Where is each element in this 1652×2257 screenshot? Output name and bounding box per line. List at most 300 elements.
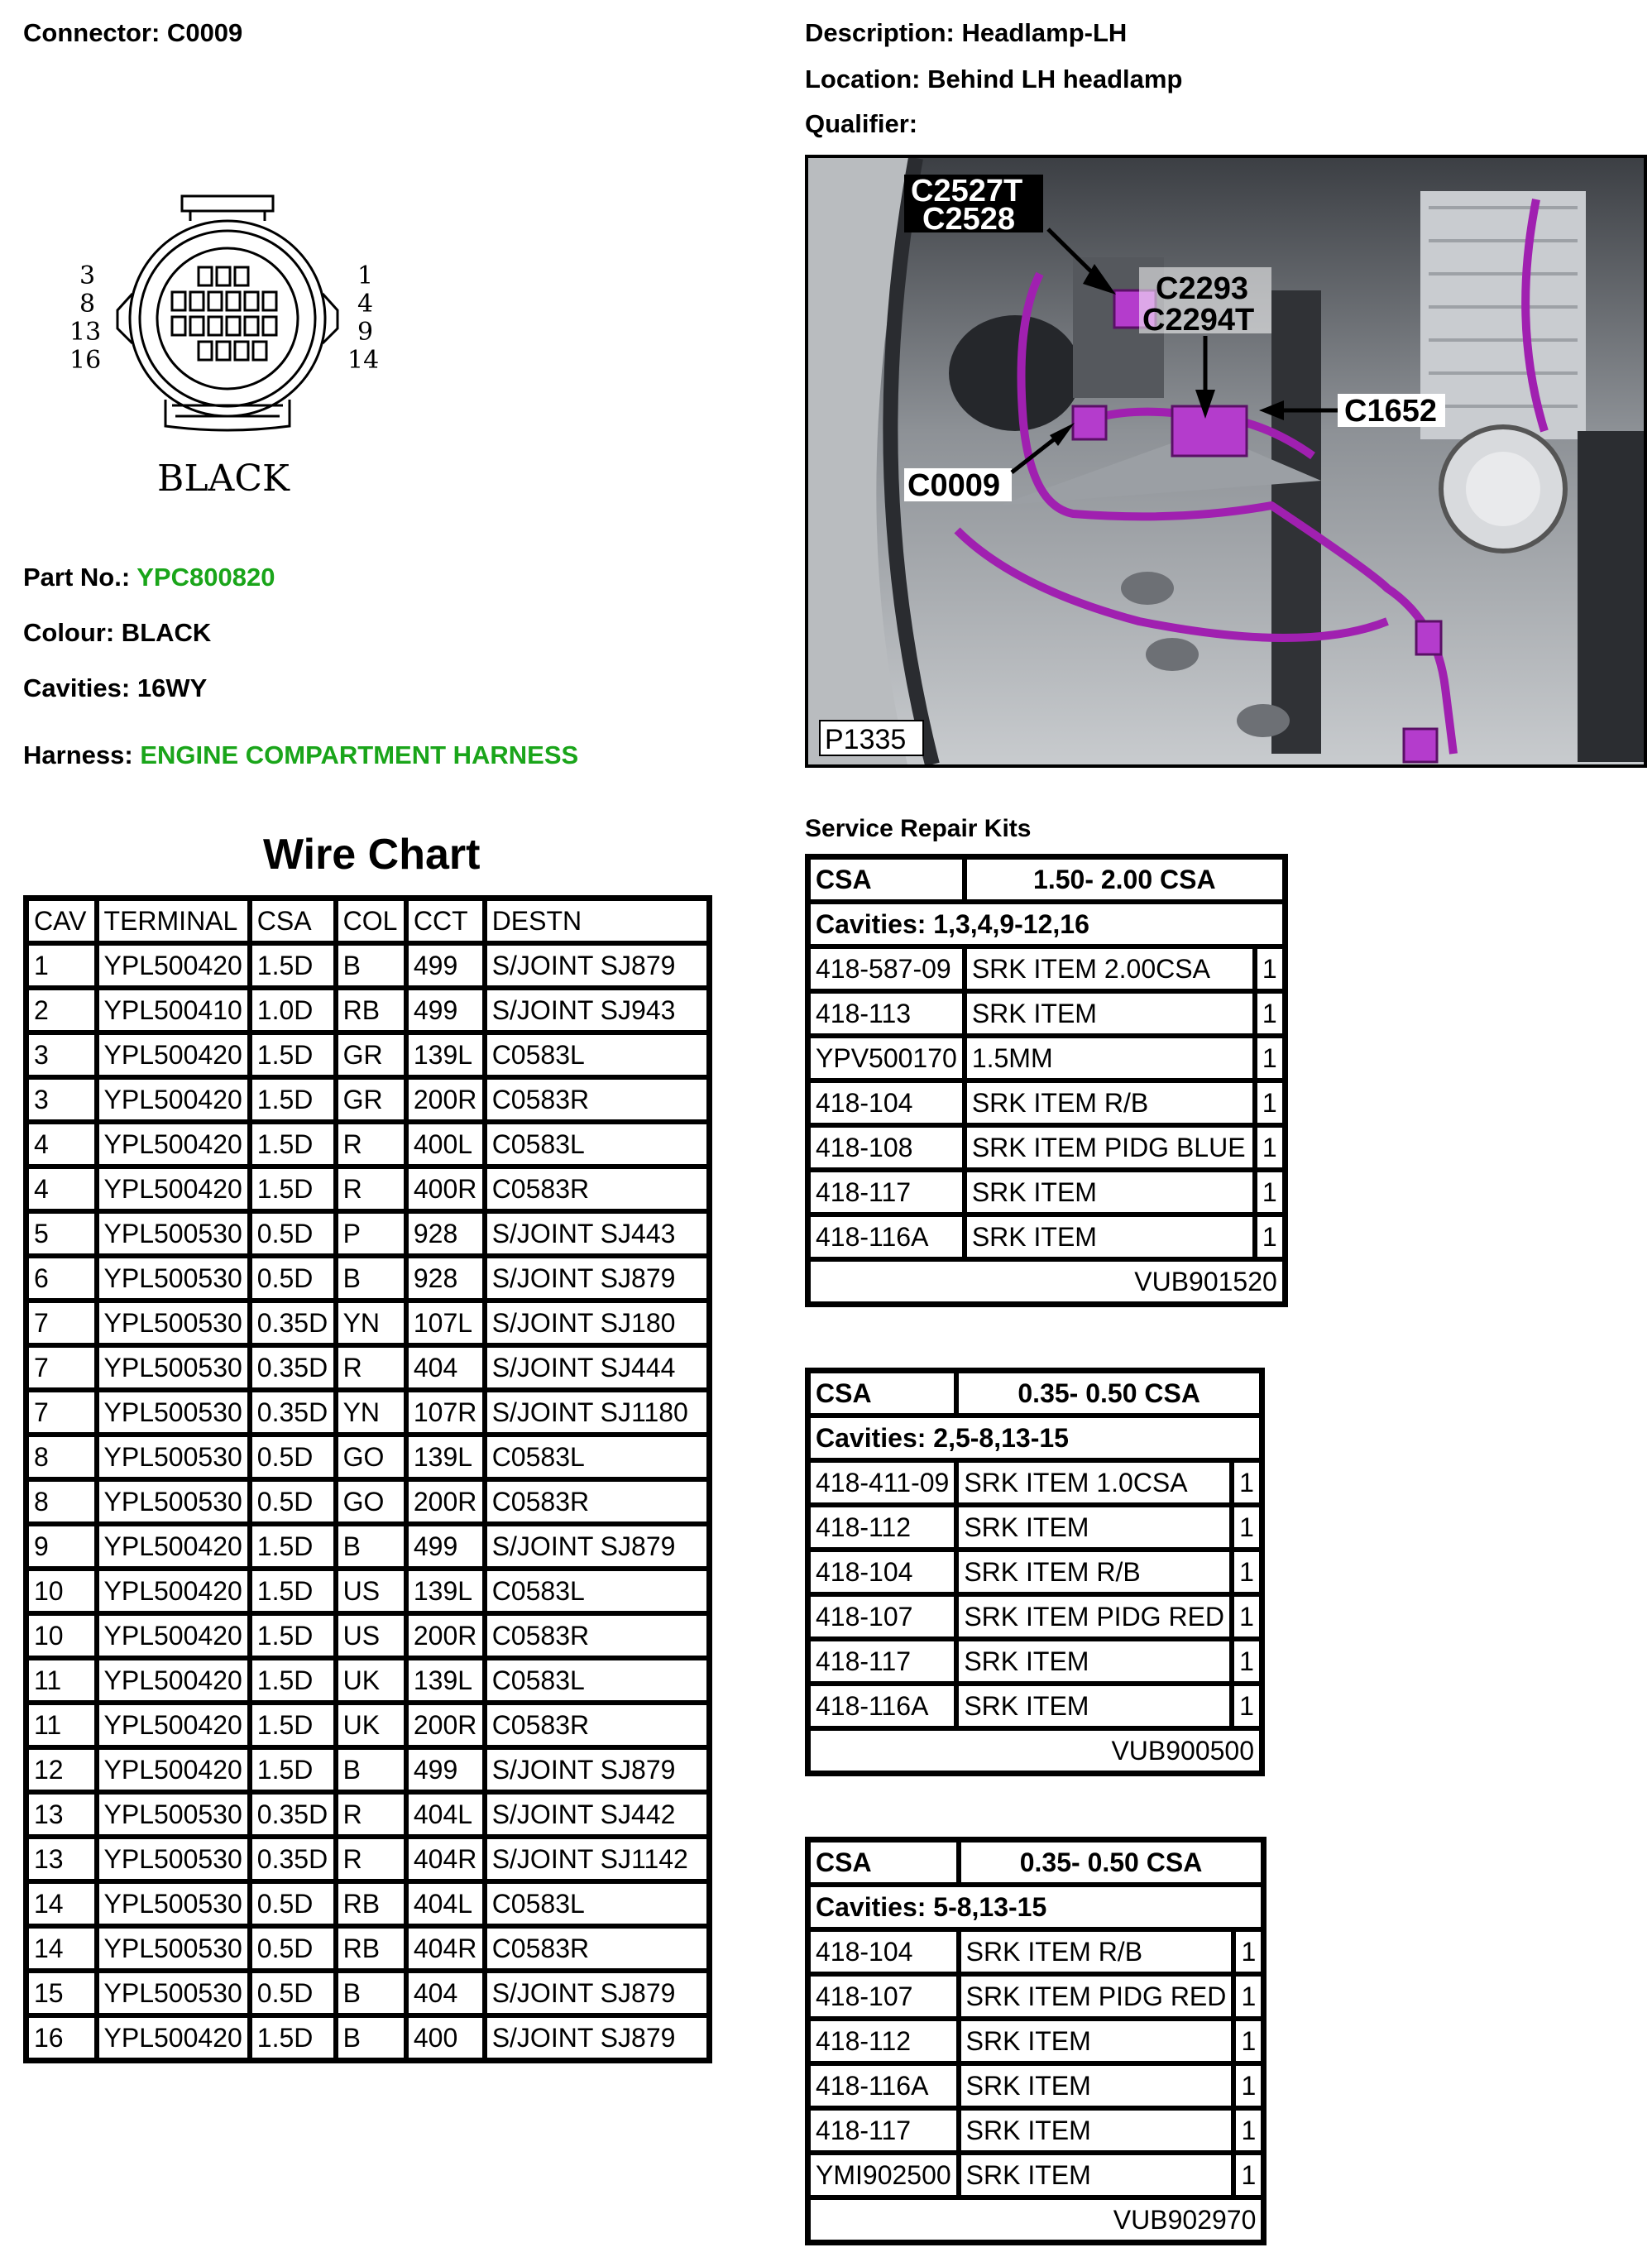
kit-item-desc: SRK ITEM: [959, 2019, 1234, 2063]
cell-destn: S/JOINT SJ879: [485, 1524, 709, 1569]
kit-item-part: 418-107: [808, 1974, 959, 2019]
cell-cct: 499: [406, 943, 485, 988]
cell-terminal: YPL500530: [97, 1211, 250, 1256]
kit-item-qty: 1: [1233, 1929, 1263, 1974]
kit-item-desc: SRK ITEM 1.0CSA: [956, 1460, 1232, 1505]
table-row: [26, 1301, 709, 1345]
cell-cav: 14: [26, 1881, 97, 1926]
kit-item-desc: SRK ITEM: [959, 2063, 1234, 2108]
cell-cct: 107L: [406, 1301, 485, 1345]
col-header-destn: DESTN: [485, 898, 709, 943]
kit-item-desc: SRK ITEM: [965, 1215, 1255, 1259]
cell-terminal: YPL500420: [97, 1077, 250, 1122]
cell-csa: 1.5D: [250, 1033, 336, 1077]
kit-item-row: [808, 1974, 1263, 2019]
cell-destn: S/JOINT SJ1142: [485, 1837, 709, 1881]
cell-cct: 107R: [406, 1390, 485, 1435]
cell-terminal: YPL500420: [97, 2015, 250, 2060]
location-photo: [805, 155, 1647, 768]
cell-terminal: YPL500420: [97, 1703, 250, 1747]
connector-label: Connector: C0009: [23, 18, 243, 47]
cell-destn: C0583R: [485, 1703, 709, 1747]
table-row: [26, 943, 709, 988]
cell-cct: 139L: [406, 1435, 485, 1479]
cell-destn: S/JOINT SJ443: [485, 1211, 709, 1256]
kit-item-row: [808, 1460, 1262, 1505]
kit-item-qty: 1: [1255, 1215, 1285, 1259]
cell-terminal: YPL500420: [97, 1613, 250, 1658]
kit-item-desc: SRK ITEM R/B: [965, 1081, 1255, 1125]
kit-item-row: [808, 2063, 1263, 2108]
cell-terminal: YPL500420: [97, 1033, 250, 1077]
cell-csa: 0.5D: [250, 1881, 336, 1926]
cell-col: UK: [336, 1703, 406, 1747]
cell-terminal: YPL500530: [97, 1390, 250, 1435]
table-row: [26, 1256, 709, 1301]
cell-terminal: YPL500530: [97, 1837, 250, 1881]
kit-code: VUB902970: [808, 2197, 1263, 2242]
cell-cav: 4: [26, 1122, 97, 1167]
cell-cav: 10: [26, 1613, 97, 1658]
kit-item-desc: SRK ITEM R/B: [959, 1929, 1234, 1974]
cell-destn: C0583R: [485, 1926, 709, 1971]
callout-c1652: C1652: [1344, 394, 1437, 429]
kit-item-part: 418-587-09: [808, 946, 965, 991]
table-row: [26, 1926, 709, 1971]
table-row: [26, 988, 709, 1033]
kit-item-row: [808, 2108, 1263, 2153]
kit-cavities: Cavities: 5-8,13-15: [808, 1885, 1263, 1929]
cell-cav: 4: [26, 1167, 97, 1211]
cell-terminal: YPL500530: [97, 1926, 250, 1971]
cell-csa: 0.35D: [250, 1390, 336, 1435]
kit-code: VUB901520: [808, 1259, 1285, 1304]
kit-cavities: Cavities: 1,3,4,9-12,16: [808, 902, 1285, 946]
kit-code-row: [808, 1728, 1262, 1773]
cell-col: R: [336, 1167, 406, 1211]
cell-cav: 3: [26, 1033, 97, 1077]
kit-item-part: 418-117: [808, 1639, 956, 1684]
cell-cav: 15: [26, 1971, 97, 2015]
harness-label: Harness:: [23, 740, 133, 769]
table-row: [26, 1167, 709, 1211]
table-row: [26, 1122, 709, 1167]
kit-item-desc: SRK ITEM 2.00CSA: [965, 946, 1255, 991]
kit-item-part: 418-107: [808, 1594, 956, 1639]
kit-item-row: [808, 1170, 1285, 1215]
cell-cav: 6: [26, 1256, 97, 1301]
kit-code-row: [808, 2197, 1263, 2242]
table-row: [26, 1703, 709, 1747]
cell-destn: S/JOINT SJ444: [485, 1345, 709, 1390]
kit-item-desc: SRK ITEM PIDG RED: [959, 1974, 1234, 2019]
cell-cav: 3: [26, 1077, 97, 1122]
cell-csa: 0.5D: [250, 1256, 336, 1301]
kit-item-desc: SRK ITEM: [956, 1639, 1232, 1684]
cell-col: US: [336, 1613, 406, 1658]
table-row: [26, 1658, 709, 1703]
table-row: [26, 1747, 709, 1792]
cell-cav: 13: [26, 1792, 97, 1837]
cell-csa: 0.35D: [250, 1837, 336, 1881]
cell-csa: 0.35D: [250, 1792, 336, 1837]
cell-cav: 7: [26, 1390, 97, 1435]
pin-label-1: 1: [357, 261, 374, 290]
cell-cct: 404L: [406, 1792, 485, 1837]
cell-cct: 499: [406, 1524, 485, 1569]
kit-item-row: [808, 1081, 1285, 1125]
pin-label-3: 3: [79, 261, 96, 290]
callout-c2293: C2293: [1156, 271, 1248, 306]
cell-cct: 499: [406, 1747, 485, 1792]
cell-col: B: [336, 1256, 406, 1301]
cell-destn: S/JOINT SJ879: [485, 1747, 709, 1792]
kit-item-row: [808, 2153, 1263, 2197]
cell-destn: C0583R: [485, 1479, 709, 1524]
cell-cct: 139L: [406, 1658, 485, 1703]
cell-terminal: YPL500420: [97, 1122, 250, 1167]
cell-csa: 1.5D: [250, 943, 336, 988]
cell-cct: 400R: [406, 1167, 485, 1211]
table-row: [26, 1971, 709, 2015]
pin-label-9: 9: [357, 318, 374, 347]
kit-item-qty: 1: [1255, 1036, 1285, 1081]
wire-chart-table: [23, 895, 712, 2063]
cell-destn: S/JOINT SJ879: [485, 943, 709, 988]
cell-terminal: YPL500530: [97, 1345, 250, 1390]
cavities-label: Cavities: 16WY: [23, 673, 208, 702]
connector-face-diagram: [66, 186, 397, 509]
kit-item-desc: 1.5MM: [965, 1036, 1255, 1081]
cell-cav: 14: [26, 1926, 97, 1971]
kit-item-qty: 1: [1232, 1460, 1262, 1505]
description-label: Description: Headlamp-LH: [805, 18, 1128, 47]
cell-cct: 404L: [406, 1881, 485, 1926]
pin-label-8: 8: [79, 290, 96, 319]
cell-col: US: [336, 1569, 406, 1613]
service-kit-table: [805, 854, 1288, 1307]
kit-item-desc: SRK ITEM: [965, 1170, 1255, 1215]
col-header-terminal: TERMINAL: [97, 898, 250, 943]
colour-label: Colour: BLACK: [23, 618, 212, 647]
cell-destn: S/JOINT SJ180: [485, 1301, 709, 1345]
cell-cav: 2: [26, 988, 97, 1033]
table-row: [26, 1390, 709, 1435]
cell-csa: 0.35D: [250, 1345, 336, 1390]
kit-item-part: YMI902500: [808, 2153, 959, 2197]
kit-item-part: 418-411-09: [808, 1460, 956, 1505]
cell-cav: 16: [26, 2015, 97, 2060]
kit-item-qty: 1: [1255, 991, 1285, 1036]
cell-col: B: [336, 1971, 406, 2015]
kit-item-row: [808, 1215, 1285, 1259]
cell-cct: 139L: [406, 1033, 485, 1077]
kit-cavities: Cavities: 2,5-8,13-15: [808, 1416, 1262, 1460]
kit-item-part: 418-116A: [808, 1215, 965, 1259]
cell-csa: 1.5D: [250, 1122, 336, 1167]
cell-col: R: [336, 1122, 406, 1167]
callout-c2528: C2528: [922, 202, 1015, 237]
cell-col: B: [336, 1524, 406, 1569]
part-number-value: YPC800820: [136, 563, 275, 592]
cell-cct: 404R: [406, 1926, 485, 1971]
cell-destn: S/JOINT SJ879: [485, 1971, 709, 2015]
photo-reference: P1335: [825, 724, 907, 755]
kit-item-qty: 1: [1232, 1550, 1262, 1594]
cell-csa: 1.5D: [250, 1658, 336, 1703]
cell-destn: C0583L: [485, 1435, 709, 1479]
kit-cavities-row: [808, 1885, 1263, 1929]
cell-csa: 0.35D: [250, 1301, 336, 1345]
cell-cct: 928: [406, 1211, 485, 1256]
kit-item-row: [808, 1125, 1285, 1170]
kit-item-part: 418-117: [808, 1170, 965, 1215]
cell-terminal: YPL500530: [97, 1792, 250, 1837]
kit-csa-range: 0.35- 0.50 CSA: [959, 1840, 1264, 1885]
cell-csa: 1.5D: [250, 1524, 336, 1569]
kit-item-row: [808, 1550, 1262, 1594]
kit-item-qty: 1: [1233, 2153, 1263, 2197]
callout-c0009: C0009: [907, 468, 1000, 503]
table-row: [26, 1479, 709, 1524]
kit-code-row: [808, 1259, 1285, 1304]
cell-col: B: [336, 943, 406, 988]
pin-label-4: 4: [357, 290, 374, 319]
callout-c2527t: C2527T: [911, 174, 1023, 208]
cell-destn: S/JOINT SJ879: [485, 1256, 709, 1301]
cell-cav: 5: [26, 1211, 97, 1256]
kit-item-desc: SRK ITEM: [956, 1505, 1232, 1550]
table-row: [26, 1613, 709, 1658]
cell-csa: 1.5D: [250, 1613, 336, 1658]
cell-cct: 404R: [406, 1837, 485, 1881]
pin-label-14: 14: [347, 346, 380, 375]
table-row: [26, 1077, 709, 1122]
kit-item-row: [808, 1594, 1262, 1639]
connector-colour-caption: BLACK: [157, 458, 290, 500]
kit-item-part: 418-104: [808, 1929, 959, 1974]
pin-label-16: 16: [69, 346, 102, 375]
cell-terminal: YPL500530: [97, 1435, 250, 1479]
cell-col: R: [336, 1792, 406, 1837]
harness: [23, 740, 578, 770]
kit-csa-range: 1.50- 2.00 CSA: [965, 857, 1285, 902]
cell-col: R: [336, 1837, 406, 1881]
cell-cct: 200R: [406, 1479, 485, 1524]
cell-destn: C0583L: [485, 1033, 709, 1077]
wire-chart-header-row: [26, 898, 709, 943]
kit-csa-row: [808, 857, 1285, 902]
kit-item-qty: 1: [1233, 2019, 1263, 2063]
cell-csa: 0.5D: [250, 1479, 336, 1524]
table-row: [26, 1881, 709, 1926]
cell-col: GO: [336, 1479, 406, 1524]
table-row: [26, 1837, 709, 1881]
cell-cct: 400L: [406, 1122, 485, 1167]
cell-col: GR: [336, 1077, 406, 1122]
cell-cct: 400: [406, 2015, 485, 2060]
cell-terminal: YPL500410: [97, 988, 250, 1033]
cell-destn: C0583L: [485, 1569, 709, 1613]
kit-item-row: [808, 1036, 1285, 1081]
kit-csa-label: CSA: [808, 857, 965, 902]
pin-label-13: 13: [69, 318, 102, 347]
harness-value: ENGINE COMPARTMENT HARNESS: [140, 740, 579, 769]
kit-item-row: [808, 2019, 1263, 2063]
kit-item-row: [808, 1929, 1263, 1974]
location-label: Location: Behind LH headlamp: [805, 65, 1183, 93]
cell-destn: C0583L: [485, 1122, 709, 1167]
table-row: [26, 1211, 709, 1256]
kit-item-qty: 1: [1233, 2108, 1263, 2153]
cell-col: P: [336, 1211, 406, 1256]
cell-csa: 1.0D: [250, 988, 336, 1033]
kit-item-desc: SRK ITEM R/B: [956, 1550, 1232, 1594]
cell-destn: C0583R: [485, 1077, 709, 1122]
callout-c2294t: C2294T: [1142, 303, 1255, 338]
cell-terminal: YPL500420: [97, 1747, 250, 1792]
part-number: [23, 563, 275, 592]
kit-item-part: 418-116A: [808, 1684, 956, 1728]
qualifier-label: Qualifier:: [805, 109, 918, 138]
kit-cavities-row: [808, 902, 1285, 946]
wire-chart-title: Wire Chart: [263, 831, 481, 879]
kit-item-qty: 1: [1233, 1974, 1263, 2019]
cell-terminal: YPL500530: [97, 1881, 250, 1926]
table-row: [26, 1345, 709, 1390]
cell-col: R: [336, 1345, 406, 1390]
table-row: [26, 1033, 709, 1077]
cell-col: UK: [336, 1658, 406, 1703]
kit-item-qty: 1: [1255, 1081, 1285, 1125]
cell-cct: 404: [406, 1345, 485, 1390]
cell-terminal: YPL500420: [97, 1524, 250, 1569]
cell-cav: 8: [26, 1435, 97, 1479]
kit-item-desc: SRK ITEM PIDG BLUE: [965, 1125, 1255, 1170]
kit-csa-label: CSA: [808, 1371, 956, 1416]
kit-item-qty: 1: [1255, 1170, 1285, 1215]
cell-cct: 200R: [406, 1613, 485, 1658]
col-header-cct: CCT: [406, 898, 485, 943]
col-header-csa: CSA: [250, 898, 336, 943]
cell-col: GO: [336, 1435, 406, 1479]
cell-terminal: YPL500530: [97, 1301, 250, 1345]
table-row: [26, 2015, 709, 2060]
kit-item-qty: 1: [1232, 1639, 1262, 1684]
cell-cav: 11: [26, 1658, 97, 1703]
kit-csa-range: 0.35- 0.50 CSA: [956, 1371, 1262, 1416]
cell-csa: 0.5D: [250, 1971, 336, 2015]
cell-csa: 1.5D: [250, 1167, 336, 1211]
kit-item-part: 418-104: [808, 1081, 965, 1125]
kit-csa-row: [808, 1371, 1262, 1416]
cell-csa: 1.5D: [250, 1569, 336, 1613]
kit-item-part: 418-112: [808, 1505, 956, 1550]
cell-cav: 7: [26, 1345, 97, 1390]
cell-terminal: YPL500420: [97, 1569, 250, 1613]
cell-col: RB: [336, 1881, 406, 1926]
cell-destn: C0583L: [485, 1658, 709, 1703]
cell-csa: 0.5D: [250, 1211, 336, 1256]
kit-item-part: 418-104: [808, 1550, 956, 1594]
cell-csa: 1.5D: [250, 2015, 336, 2060]
cell-destn: C0583R: [485, 1613, 709, 1658]
cell-cav: 12: [26, 1747, 97, 1792]
cell-destn: S/JOINT SJ442: [485, 1792, 709, 1837]
cell-cav: 1: [26, 943, 97, 988]
kit-code: VUB900500: [808, 1728, 1262, 1773]
cell-terminal: YPL500420: [97, 943, 250, 988]
table-row: [26, 1792, 709, 1837]
cell-terminal: YPL500420: [97, 1658, 250, 1703]
col-header-col: COL: [336, 898, 406, 943]
cell-csa: 1.5D: [250, 1747, 336, 1792]
cell-col: RB: [336, 1926, 406, 1971]
table-row: [26, 1435, 709, 1479]
cell-terminal: YPL500530: [97, 1971, 250, 2015]
col-header-cav: CAV: [26, 898, 97, 943]
kit-item-qty: 1: [1255, 1125, 1285, 1170]
cell-cct: 200R: [406, 1703, 485, 1747]
kit-item-desc: SRK ITEM: [959, 2108, 1234, 2153]
cell-col: YN: [336, 1390, 406, 1435]
kit-item-part: 418-113: [808, 991, 965, 1036]
kit-item-qty: 1: [1232, 1505, 1262, 1550]
cell-csa: 0.5D: [250, 1926, 336, 1971]
service-kit-table: [805, 1368, 1265, 1776]
cell-cct: 404: [406, 1971, 485, 2015]
cell-col: RB: [336, 988, 406, 1033]
cell-cav: 9: [26, 1524, 97, 1569]
cell-cav: 8: [26, 1479, 97, 1524]
kit-cavities-row: [808, 1416, 1262, 1460]
cell-terminal: YPL500420: [97, 1167, 250, 1211]
cell-cav: 7: [26, 1301, 97, 1345]
kit-csa-row: [808, 1840, 1263, 1885]
cell-terminal: YPL500530: [97, 1256, 250, 1301]
kit-item-part: 418-112: [808, 2019, 959, 2063]
cell-cav: 13: [26, 1837, 97, 1881]
cell-destn: S/JOINT SJ1180: [485, 1390, 709, 1435]
cell-destn: S/JOINT SJ879: [485, 2015, 709, 2060]
cell-col: B: [336, 1747, 406, 1792]
kit-item-part: 418-117: [808, 2108, 959, 2153]
kit-item-desc: SRK ITEM: [956, 1684, 1232, 1728]
cell-col: GR: [336, 1033, 406, 1077]
cell-terminal: YPL500530: [97, 1479, 250, 1524]
table-row: [26, 1569, 709, 1613]
cell-cct: 499: [406, 988, 485, 1033]
kit-item-row: [808, 1505, 1262, 1550]
cell-csa: 1.5D: [250, 1703, 336, 1747]
kit-item-desc: SRK ITEM PIDG RED: [956, 1594, 1232, 1639]
cell-cav: 10: [26, 1569, 97, 1613]
kit-item-row: [808, 946, 1285, 991]
kit-item-row: [808, 1684, 1262, 1728]
cell-cct: 200R: [406, 1077, 485, 1122]
kit-item-desc: SRK ITEM: [959, 2153, 1234, 2197]
cell-csa: 0.5D: [250, 1435, 336, 1479]
kit-item-part: 418-116A: [808, 2063, 959, 2108]
kit-item-qty: 1: [1232, 1684, 1262, 1728]
table-row: [26, 1524, 709, 1569]
kit-csa-label: CSA: [808, 1840, 959, 1885]
cell-destn: S/JOINT SJ943: [485, 988, 709, 1033]
cell-col: YN: [336, 1301, 406, 1345]
kit-item-desc: SRK ITEM: [965, 991, 1255, 1036]
cell-cav: 11: [26, 1703, 97, 1747]
cell-destn: C0583L: [485, 1881, 709, 1926]
